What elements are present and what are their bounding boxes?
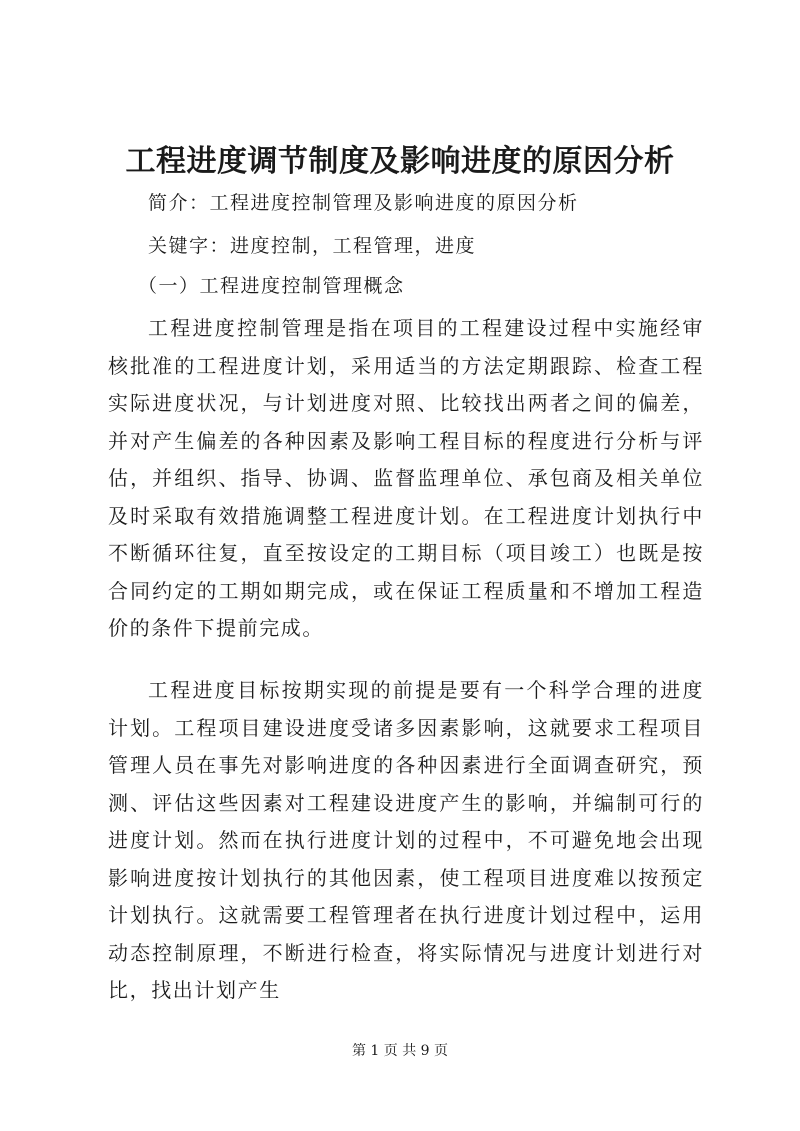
document-title: 工程进度调节制度及影响进度的原因分析 [125, 144, 675, 179]
document-keywords: 关键字：进度控制，工程管理，进度 [148, 235, 477, 257]
body-paragraph: 工程进度目标按期实现的前提是要有一个科学合理的进度计划。工程项目建设进度受诸多因素影响，这就要求工程项目管理人员在事先对影响进度的各种因素进行全面调查研究，预测、评估这些因素对工程建设进度产生的影响，并编制可行的进度计划。然而在执行进度计划的过程中，不可避免地会出现影响进度按计划执行的其他因素，使工程项目进度难以按预定计划执行。这就需要工程管理者在执行进度计划过程中，运用动态控制原理，不断进行检查，将实际情况与进度计划进行对比，找出计划产生 [108, 678, 704, 1002]
section-heading: （一）工程进度控制管理概念 [138, 275, 405, 297]
body-paragraph: 工程进度控制管理是指在项目的工程建设过程中实施经审核批准的工程进度计划，采用适当的方法定期跟踪、检查工程实际进度状况，与计划进度对照、比较找出两者之间的偏差，并对产生偏差的各种因素及影响工程目标的程度进行分析与评估，并组织、指导、协调、监督监理单位、承包商及相关单位及时采取有效措施调整工程进度计划。在工程进度计划执行中不断循环往复，直至按设定的工期目标（项目竣工）也既是按合同约定的工期如期完成，或在保证工程质量和不增加工程造价的条件下提前完成。 [108, 316, 704, 640]
document-summary: 简介：工程进度控制管理及影响进度的原因分析 [148, 192, 579, 214]
page-number: 第 1 页 共 9 页 [351, 1043, 449, 1059]
